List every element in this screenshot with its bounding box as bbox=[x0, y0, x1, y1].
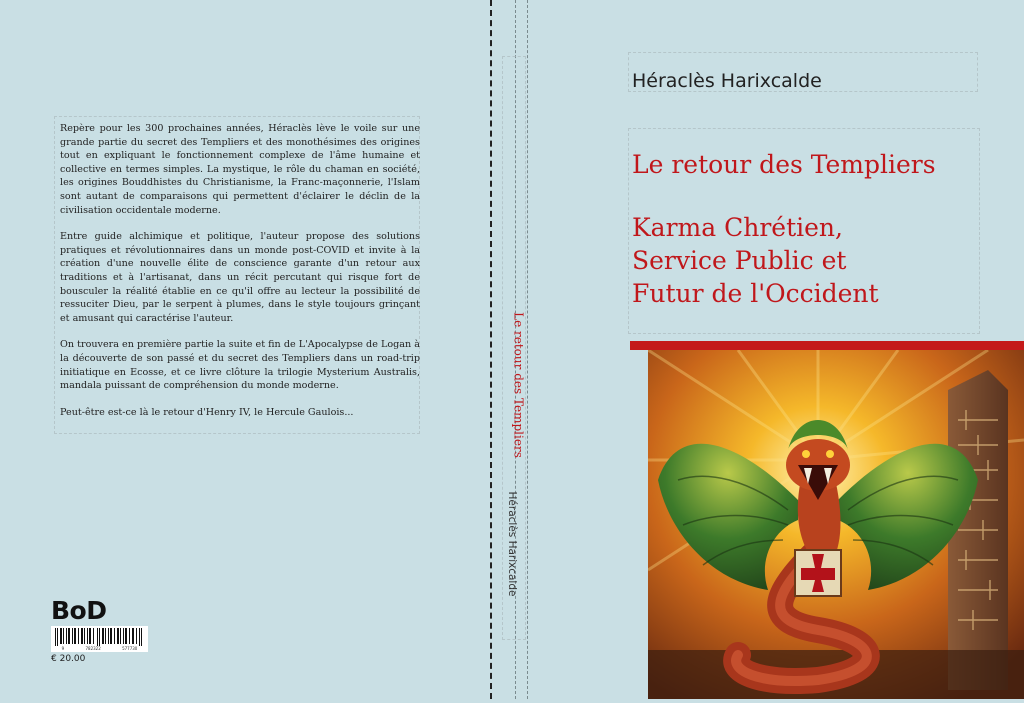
blurb-paragraph: Entre guide alchimique et politique, l'auteur propose des solutions pratiques et révolutionnaires dans un monde post-COVID et invite à la création d'une nouvelle élite de conscience garante d'un retour aux traditions et à l'artisanat, dans un récit percutant qui risque fort de bousculer la réalité établie en ce qu'il offre au lecteur la possibilité de ressuciter Dieu, par le serpent à plumes, dans le style toujours grinçant et amusant qui caractérise l'auteur. bbox=[60, 231, 420, 324]
price-label: € 20.00 bbox=[51, 654, 86, 664]
barcode-digits: 9 782322 577730 bbox=[61, 646, 138, 651]
cover-illustration bbox=[648, 350, 1024, 699]
back-cover-blurb bbox=[60, 122, 420, 432]
blurb-paragraph: Repère pour les 300 prochaines années, Héraclès lève le voile sur une grande partie du secret des Templiers et des monothésimes des origines tout en expliquant le fonctionnement complexe de l'âme humaine et collective en termes simples. La mystique, le rôle du chaman en société, les origines Bouddhistes du Christianisme, la Franc-maçonnerie, l'Islam sont autant de comparaisons qui permettent d'éclairer le déclin de la civilisation occidentale moderne. bbox=[60, 123, 420, 216]
publisher-logo: BoD bbox=[51, 596, 107, 625]
feathered-serpent-icon bbox=[648, 350, 1024, 699]
spine-author: Héraclès Harixcalde bbox=[506, 491, 518, 597]
spine-title: Le retour des Templiers bbox=[511, 312, 526, 458]
barcode-bars-icon bbox=[51, 626, 148, 646]
blurb-paragraph: Peut-être est-ce là le retour d'Henry IV, le Hercule Gaulois... bbox=[60, 406, 354, 418]
front-title-block bbox=[632, 148, 1012, 310]
isbn-barcode bbox=[51, 626, 148, 652]
front-author: Héraclès Harixcalde bbox=[632, 70, 822, 92]
blurb-paragraph: On trouvera en première partie la suite et fin de L'Apocalypse de Logan à la découverte de son passé et du secret des Templiers dans un road-trip initiatique en Ecosse, et ce livre clôture la trilogie Mysterium Australis, mandala puissant de compréhension du monde moderne. bbox=[60, 339, 420, 392]
spine-fold-left bbox=[490, 0, 492, 699]
red-divider-bar bbox=[630, 341, 1024, 350]
front-title: Le retour des Templiers bbox=[632, 150, 936, 179]
front-subtitle: Karma Chrétien, Service Public et Futur de l'Occident bbox=[632, 213, 879, 308]
